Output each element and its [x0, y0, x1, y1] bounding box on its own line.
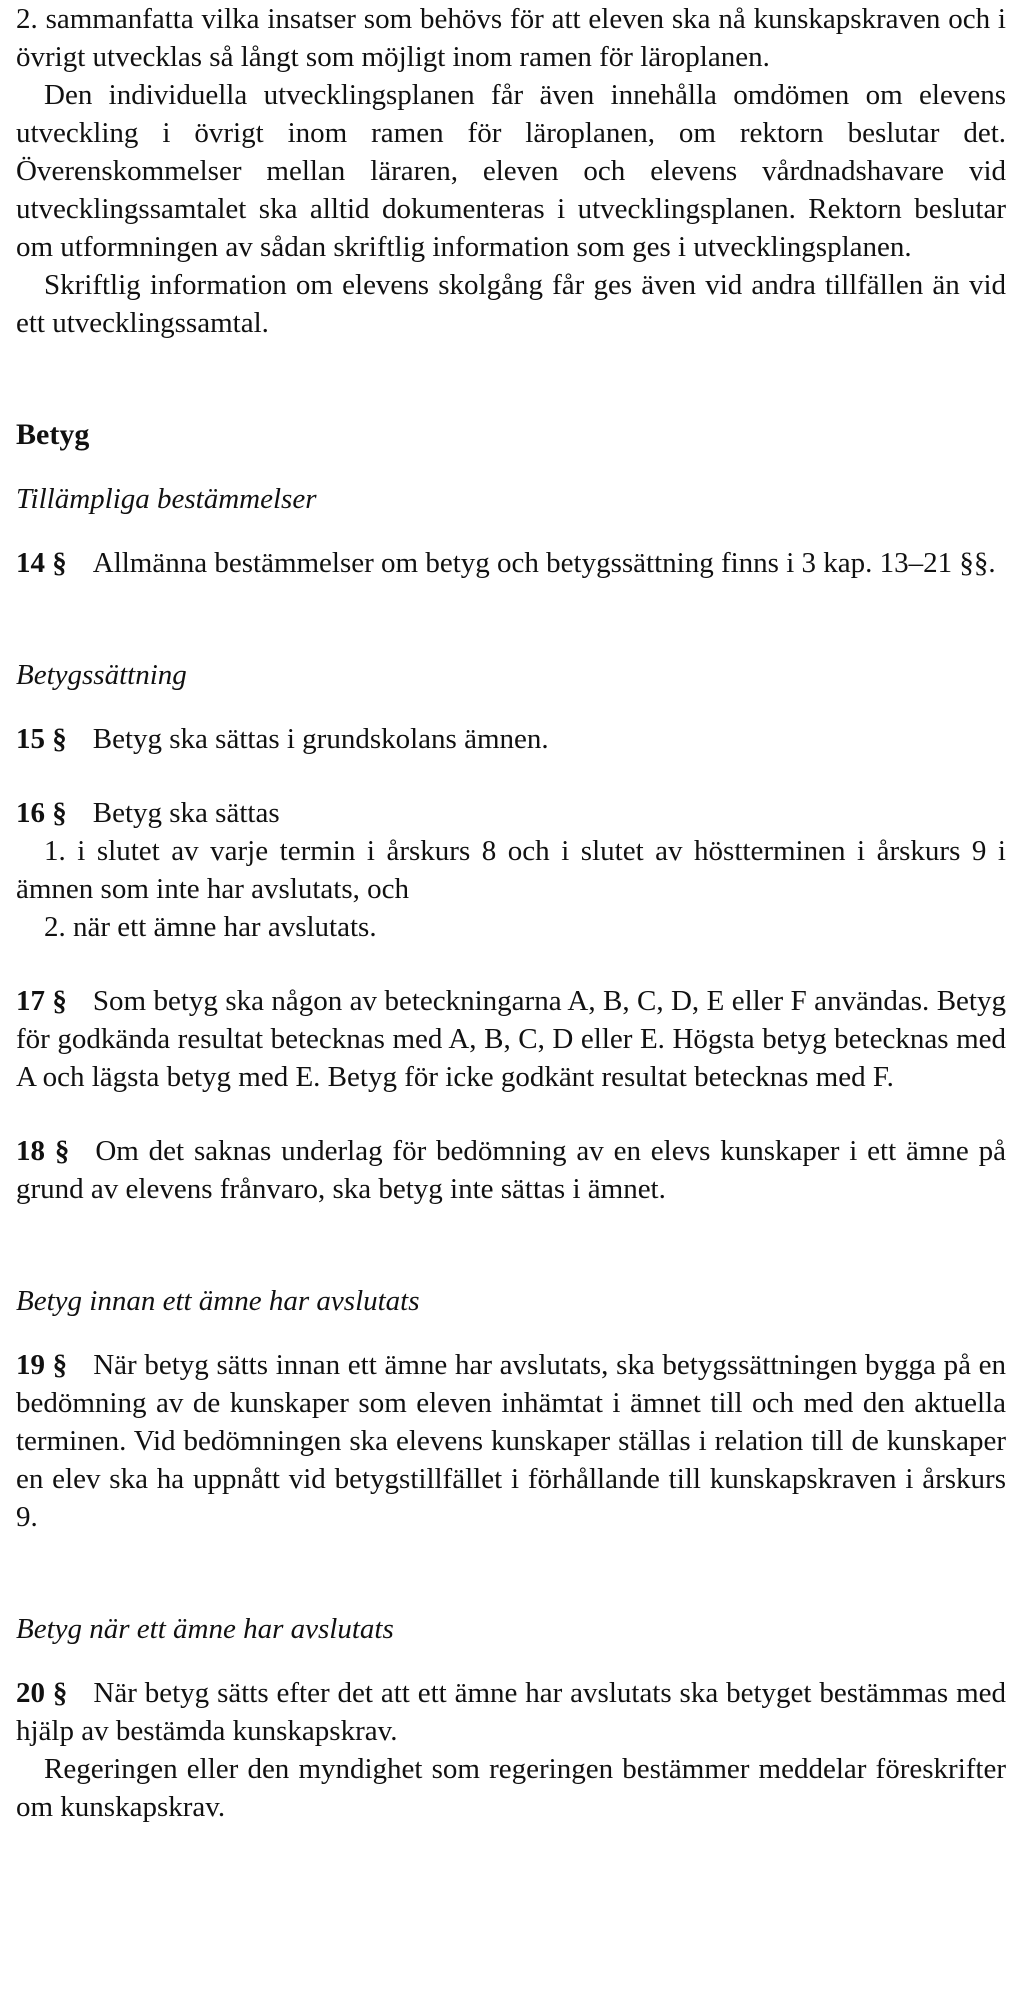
paragraph-text-19: När betyg sätts innan ett ämne har avslutats, ska betygssättningen bygga på en bedömning av de kunskaper som eleven inhämtat i ämnet till och med den aktuella terminen. Vid bedömningen ska elevens kunskaper ställas i relation till de kunskaper en elev ska ha uppnått vid betygstillfället i förhållande till kunskapskraven i årskurs 9. — [16, 1349, 1007, 1533]
subheading-betygssattning: Betygssättning — [16, 659, 187, 691]
paragraph-number-16: 16 § — [16, 797, 67, 829]
paragraph-18 — [16, 1132, 1006, 1208]
paragraph-text-17: Som betyg ska någon av beteckningarna A, B, C, D, E eller F användas. Betyg för godkända resultat betecknas med A, B, C, D eller E. Högsta betyg betecknas med A och lägsta betyg med E. Betyg för icke godkänt resultat betecknas med F. — [16, 985, 1006, 1093]
intro-paragraph-1: Den individuella utvecklingsplanen får även innehålla omdömen om elevens utveckling i övrigt inom ramen för läroplanen, om rektorn beslutar det. Överenskommelser mellan läraren, eleven och elevens vårdnadshavare vid utvecklingssamtalet ska alltid dokumenteras i utvecklingsplanen. Rektorn beslutar om utformningen av sådan skriftlig information som ges i utvecklingsplanen. — [16, 79, 1006, 263]
subheading-betyg-nar: Betyg när ett ämne har avslutats — [16, 1613, 394, 1645]
subheading-betyg-innan: Betyg innan ett ämne har avslutats — [16, 1285, 420, 1317]
paragraph-text-15: Betyg ska sättas i grundskolans ämnen. — [92, 723, 549, 755]
paragraph-number-14: 14 § — [16, 547, 67, 579]
paragraph-15 — [16, 720, 1006, 758]
paragraph-14 — [16, 544, 1006, 582]
paragraph-text-18: Om det saknas underlag för bedömning av en elevs kunskaper i ett ämne på grund av elevens frånvaro, ska betyg inte sättas i ämnet. — [16, 1135, 1006, 1205]
paragraph-20 — [16, 1674, 1006, 1750]
document-page — [16, 0, 1006, 1826]
paragraph-16 — [16, 794, 1006, 832]
paragraph-16-item-1: 1. i slutet av varje termin i årskurs 8 och i slutet av höstterminen i årskurs 9 i ämnen som inte har avslutats, och — [16, 835, 1006, 905]
intro-paragraph-2: Skriftlig information om elevens skolgång får ges även vid andra tillfällen än vid ett utvecklingssamtal. — [16, 269, 1006, 339]
paragraph-number-15: 15 § — [16, 723, 67, 755]
intro-list-item-2: 2. sammanfatta vilka insatser som behövs för att eleven ska nå kunskapskraven och i övrigt utvecklas så långt som möjligt inom ramen för läroplanen. — [16, 3, 1006, 73]
paragraph-number-20: 20 § — [16, 1677, 68, 1709]
paragraph-text-14: Allmänna bestämmelser om betyg och betygssättning finns i 3 kap. 13–21 §§. — [92, 547, 996, 579]
paragraph-number-17: 17 § — [16, 985, 67, 1017]
subheading-tillampliga: Tillämpliga bestämmelser — [16, 483, 317, 515]
paragraph-19 — [16, 1346, 1006, 1536]
paragraph-text-20: När betyg sätts efter det att ett ämne har avslutats ska betyget bestämmas med hjälp av bestämda kunskapskrav. — [16, 1677, 1006, 1747]
paragraph-17 — [16, 982, 1006, 1096]
section-title-betyg: Betyg — [16, 418, 90, 451]
paragraph-16-item-2: 2. när ett ämne har avslutats. — [44, 911, 377, 943]
paragraph-text-16: Betyg ska sättas — [92, 797, 280, 829]
paragraph-number-19: 19 § — [16, 1349, 68, 1381]
paragraph-number-18: 18 § — [16, 1135, 70, 1167]
paragraph-20-follow: Regeringen eller den myndighet som regeringen bestämmer meddelar föreskrifter om kunskapskrav. — [16, 1753, 1006, 1823]
